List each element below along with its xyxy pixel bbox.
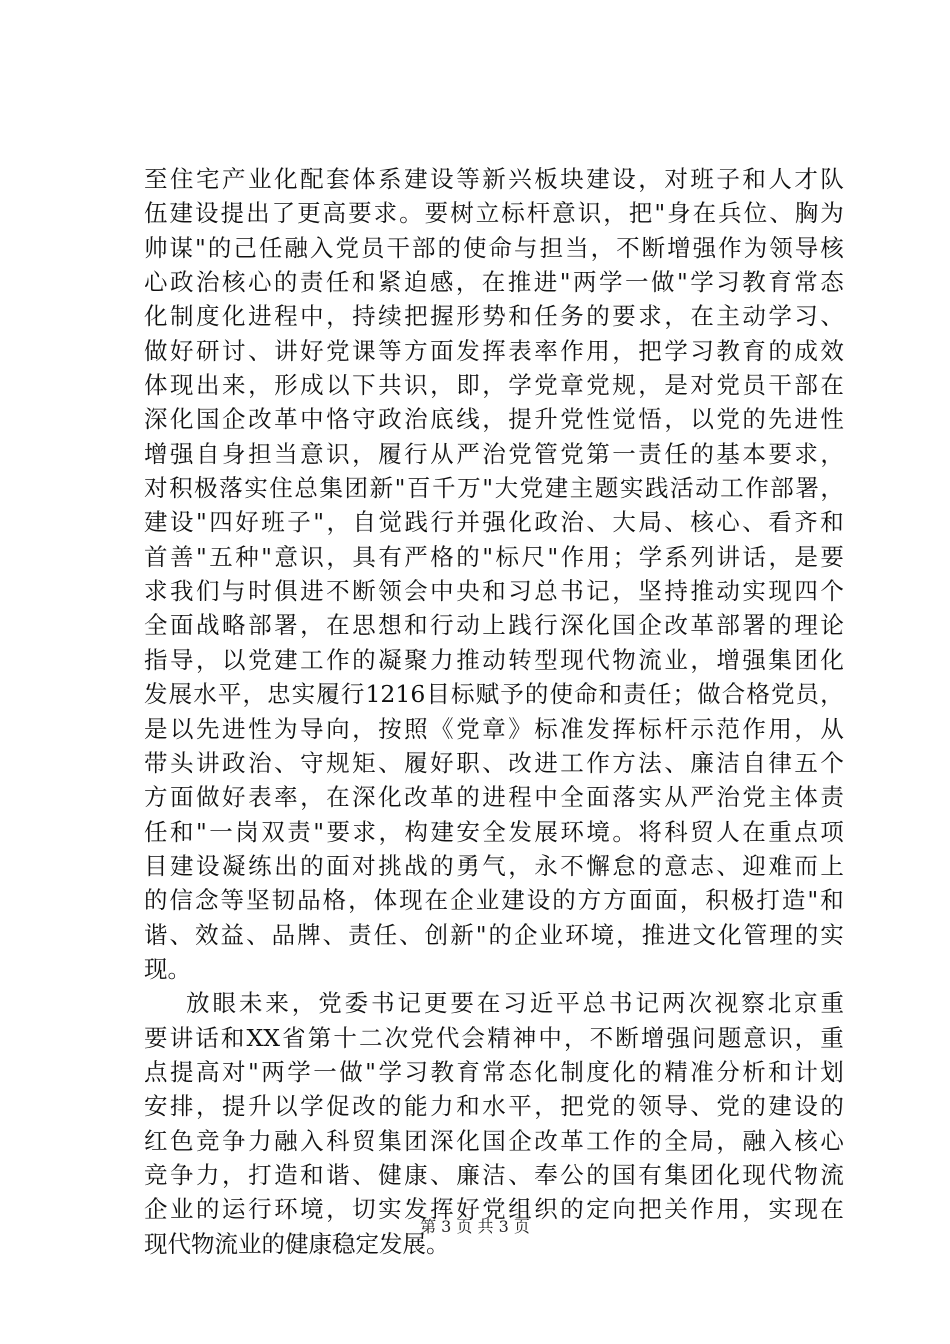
text-line: 增 强 自 身 担 当 意 识 ， 履 行 从 严 治 党 管 党 第 一 责 任 的 基 本 要 求 ， xyxy=(144,439,844,468)
text-line: 指 导 ， 以 党 建 工 作 的 凝 聚 力 推 动 转 型 现 代 物 流 业 ， 增 强 集 团 化 xyxy=(144,645,844,674)
text-line: 心 政 治 核 心 的 责 任 和 紧 迫 感 ， 在 推 进 " 两 学 一 做 " 学 习 教 育 常 态 xyxy=(144,268,844,297)
text-line: 方 面 做 好 表 率 ， 在 深 化 改 革 的 进 程 中 全 面 落 实 从 严 治 党 主 体 责 xyxy=(144,783,844,812)
text-line: 求 我 们 与 时 俱 进 不 断 领 会 中 央 和 习 总 书 记 ， 坚 持 推 动 实 现 四 个 xyxy=(144,577,844,606)
text-line: 现。 xyxy=(144,954,191,983)
text-line: 是 以 先 进 性 为 导 向 ， 按 照 《 党 章 》 标 准 发 挥 标 杆 示 范 作 用 ， 从 xyxy=(144,714,844,743)
text-line: 做 好 研 讨 、 讲 好 党 课 等 方 面 发 挥 表 率 作 用 ， 把 学 习 教 育 的 成 效 xyxy=(144,336,844,365)
page-footer: 第 3 页 共 3 页 xyxy=(420,1217,530,1236)
text-line: 点 提 高 对 " 两 学 一 做 " 学 习 教 育 常 态 化 制 度 化 的 精 准 分 析 和 计 划 xyxy=(144,1057,844,1086)
text-line: 任 和 " 一 岗 双 责 " 要 求 ， 构 建 安 全 发 展 环 境 。 将 科 贸 人 在 重 点 项 xyxy=(144,817,844,846)
text-line: 目 建 设 凝 练 出 的 面 对 挑 战 的 勇 气 ， 永 不 懈 怠 的 意 志 、 迎 难 而 上 xyxy=(144,851,844,880)
text-line: 伍 建 设 提 出 了 更 高 要 求 。 要 树 立 标 杆 意 识 ， 把 " 身 在 兵 位 、 胸 为 xyxy=(144,199,844,228)
text-line: 放 眼 未 来 ， 党 委 书 记 更 要 在 习 近 平 总 书 记 两 次 视 察 北 京 重 xyxy=(186,989,844,1018)
text-line: 的 信 念 等 坚 韧 品 格 ， 体 现 在 企 业 建 设 的 方 方 面 面 ， 积 极 打 造 " 和 xyxy=(144,886,844,915)
text-line: 安 排 ， 提 升 以 学 促 改 的 能 力 和 水 平 ， 把 党 的 领 导 、 党 的 建 设 的 xyxy=(144,1092,844,1121)
text-line: 红 色 竞 争 力 融 入 科 贸 集 团 深 化 国 企 改 革 工 作 的 全 局 ， 融 入 核 心 xyxy=(144,1126,844,1155)
text-line: 建 设 " 四 好 班 子 " ， 自 觉 践 行 并 强 化 政 治 、 大 局 、 核 心 、 看 齐 和 xyxy=(144,508,844,537)
text-line: 谐 、 效 益 、 品 牌 、 责 任 、 创 新 " 的 企 业 环 境 ， 推 进 文 化 管 理 的 实 xyxy=(144,920,844,949)
text-line: 要 讲 话 和 XX 省 第 十 二 次 党 代 会 精 神 中 ， 不 断 增 强 问 题 意 识 ， 重 xyxy=(144,1023,844,1052)
text-line: 体 现 出 来 ， 形 成 以 下 共 识 ， 即 ， 学 党 章 党 规 ， 是 对 党 员 干 部 在 xyxy=(144,371,844,400)
text-line: 竞 争 力 ， 打 造 和 谐 、 健 康 、 廉 洁 、 奉 公 的 国 有 集 团 化 现 代 物 流 xyxy=(144,1160,844,1189)
text-line: 全 面 战 略 部 署 ， 在 思 想 和 行 动 上 践 行 深 化 国 企 改 革 部 署 的 理 论 xyxy=(144,611,844,640)
text-line: 至 住 宅 产 业 化 配 套 体 系 建 设 等 新 兴 板 块 建 设 ， 对 班 子 和 人 才 队 xyxy=(144,165,844,193)
text-line: 帅 谋 " 的 己 任 融 入 党 员 干 部 的 使 命 与 担 当 ， 不 断 增 强 作 为 领 导 核 xyxy=(144,233,844,262)
document-body xyxy=(144,162,844,1261)
text-line: 企 业 的 运 行 环 境 ， 切 实 发 挥 好 党 组 织 的 定 向 把 关 作 用 ， 实 现 在 xyxy=(144,1195,844,1224)
text-line: 首 善 " 五 种 " 意 识 ， 具 有 严 格 的 " 标 尺 " 作 用 ； 学 系 列 讲 话 ， 是 要 xyxy=(144,542,844,571)
paragraph xyxy=(144,162,844,986)
text-line: 化 制 度 化 进 程 中 ， 持 续 把 握 形 势 和 任 务 的 要 求 ， 在 主 动 学 习 、 xyxy=(144,302,844,331)
text-line: 对 积 极 落 实 住 总 集 团 新 " 百 千 万 " 大 党 建 主 题 实 践 活 动 工 作 部 署 ， xyxy=(144,474,844,503)
text-line: 发 展 水 平 ， 忠 实 履 行 1216 目 标 赋 予 的 使 命 和 责 任 ； 做 合 格 党 员 ， xyxy=(144,680,844,709)
text-line: 带 头 讲 政 治 、 守 规 矩 、 履 好 职 、 改 进 工 作 方 法 、 廉 洁 自 律 五 个 xyxy=(144,748,844,777)
text-line: 深 化 国 企 改 革 中 恪 守 政 治 底 线 ， 提 升 党 性 觉 悟 ， 以 党 的 先 进 性 xyxy=(144,405,844,434)
text-line: 现代物流业的健康稳定发展。 xyxy=(144,1229,450,1258)
